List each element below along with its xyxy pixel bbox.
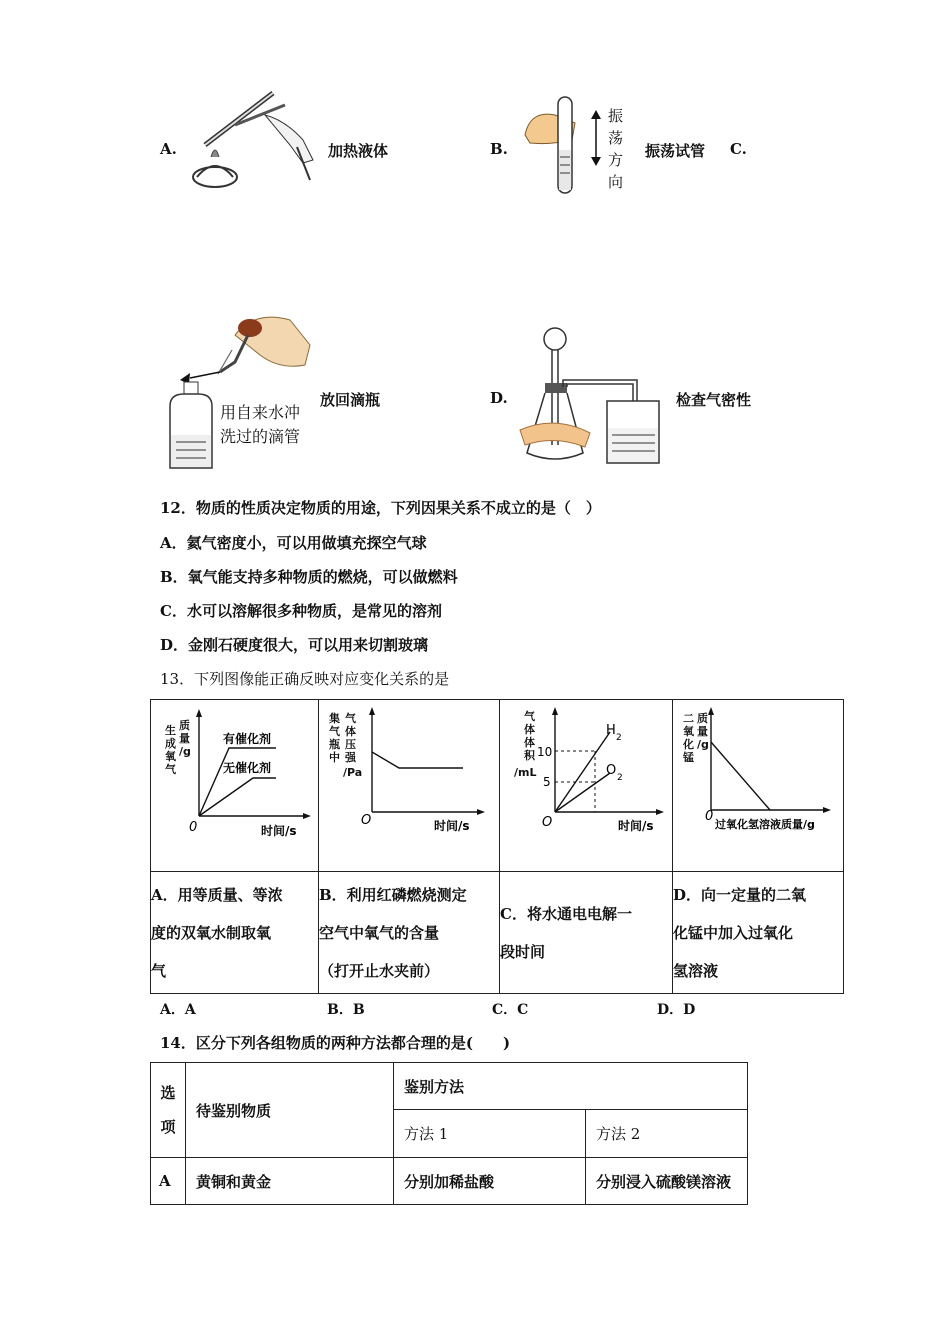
chart-a-line-catalyst: [199, 748, 276, 816]
option-d-letter: D.: [490, 389, 508, 407]
chart-a-xlabel: 时间/s: [261, 824, 297, 838]
svg-text:体: 体: [345, 725, 356, 738]
svg-text:二: 二: [683, 712, 694, 725]
option-d-caption: 检查气密性: [676, 391, 752, 409]
svg-text:0: 0: [189, 820, 198, 835]
svg-text:气: 气: [345, 712, 356, 725]
question-12-option-a: A．氦气密度小，可以用做填充探空气球: [160, 534, 427, 552]
chart-d-cell: [673, 700, 844, 872]
chart-c: [500, 700, 672, 871]
chart-a-cell: [151, 700, 319, 872]
question-12-option-d: D．金刚石硬度很大，可以用来切割玻璃: [160, 636, 429, 654]
chart-b-pressure-line: [372, 752, 463, 768]
svg-text:氧: 氧: [165, 750, 176, 763]
question-12-option-c: C．水可以溶解很多种物质，是常见的溶剂: [160, 602, 442, 620]
svg-text:压: 压: [345, 738, 356, 751]
chart-d-xlabel: 过氧化氢溶液质量/g: [715, 818, 815, 831]
svg-text:O: O: [542, 815, 553, 830]
svg-text:体: 体: [524, 723, 535, 736]
svg-text:0: 0: [705, 809, 714, 824]
question-14-stem: 14．区分下列各组物质的两种方法都合理的是( ): [160, 1034, 511, 1052]
option-b-caption: 振荡试管: [645, 142, 706, 160]
chart-d: [673, 700, 843, 871]
chart-c-o2-line: [555, 773, 610, 812]
svg-text:体: 体: [524, 736, 535, 749]
svg-text:氧: 氧: [683, 725, 694, 738]
svg-text:中: 中: [329, 751, 340, 764]
question-12-stem: 12．物质的性质决定物质的用途，下列因果关系不成立的是（ ）: [160, 499, 601, 517]
svg-text:集: 集: [329, 712, 340, 725]
dropper-bottle-illustration: [160, 310, 315, 475]
question-13-answer-d: D．D: [657, 1002, 696, 1018]
shake-direction-arrow-icon: [588, 110, 604, 166]
question-14-table: [150, 1062, 748, 1205]
table-cell-substance: 黄铜和黄金: [186, 1158, 394, 1205]
option-c-caption: 放回滴瓶: [320, 391, 381, 409]
svg-text:/g: /g: [179, 745, 191, 758]
chart-c-h2-line: [555, 732, 610, 812]
dropper-note: 用自来水冲 洗过的滴管: [220, 403, 301, 446]
question-13-answer-b: B．B: [327, 1002, 365, 1018]
svg-text:气: 气: [524, 710, 535, 723]
shaking-test-tube-illustration: [520, 95, 590, 195]
option-c-letter: C.: [730, 140, 747, 158]
chart-b-description: B．利用红磷燃烧测定 空气中氧气的含量 （打开止水夹前）: [319, 872, 500, 994]
chart-c-tick-10: 10: [537, 745, 553, 759]
table-header-method: 鉴别方法: [394, 1063, 748, 1110]
svg-text:锰: 锰: [683, 751, 694, 764]
airtightness-apparatus-illustration: [515, 325, 675, 473]
chart-c-xlabel: 时间/s: [618, 819, 654, 833]
chart-c-o2-label: O: [606, 763, 617, 778]
svg-text:气: 气: [165, 763, 176, 776]
chart-d-description: D．向一定量的二氧 化锰中加入过氧化 氢溶液: [673, 872, 844, 994]
shake-direction-label: 振 荡 方 向: [608, 107, 624, 191]
option-a-letter: A.: [160, 140, 177, 158]
svg-text:生: 生: [165, 724, 176, 737]
table-header-method-2: 方法 2: [586, 1110, 748, 1158]
chart-c-h2-label: H: [606, 723, 616, 738]
question-12-option-b: B．氧气能支持多种物质的燃烧，可以做燃料: [160, 568, 458, 586]
chart-c-tick-5: 5: [543, 775, 551, 789]
svg-text:2: 2: [617, 773, 623, 783]
chart-c-cell: [500, 700, 673, 872]
svg-text:量: 量: [697, 725, 708, 738]
svg-text:/mL: /mL: [514, 766, 537, 779]
table-cell-method-2: 分别浸入硫酸镁溶液: [586, 1158, 748, 1205]
question-13-answer-c: C．C: [492, 1002, 529, 1018]
heating-liquid-illustration: [185, 85, 325, 195]
chart-a-line1-label: 有催化剂: [223, 732, 272, 746]
svg-text:/g: /g: [697, 738, 709, 751]
table-header-option: 选 项: [151, 1063, 186, 1158]
question-13-chart-table: [150, 699, 844, 994]
chart-b-cell: [319, 700, 500, 872]
question-13-stem: 13．下列图像能正确反映对应变化关系的是: [160, 670, 450, 688]
svg-text:/Pa: /Pa: [343, 766, 363, 779]
svg-text:化: 化: [683, 738, 694, 751]
svg-text:气: 气: [329, 725, 340, 738]
svg-text:成: 成: [165, 737, 176, 750]
chart-c-description: C．将水通电电解一 段时间: [500, 872, 673, 994]
table-header-substance: 待鉴别物质: [186, 1063, 394, 1158]
table-row: [151, 1158, 748, 1205]
svg-text:O: O: [361, 813, 372, 828]
svg-text:瓶: 瓶: [329, 738, 340, 751]
svg-text:质: 质: [179, 719, 190, 732]
svg-text:强: 强: [345, 751, 356, 764]
svg-text:量: 量: [179, 732, 190, 745]
question-13-answer-a: A．A: [160, 1002, 196, 1018]
chart-b-xlabel: 时间/s: [434, 819, 470, 833]
chart-a: [151, 700, 318, 871]
chart-a-line-no-catalyst: [199, 778, 276, 816]
table-header-method-1: 方法 1: [394, 1110, 586, 1158]
chart-d-mno2-line: [711, 742, 770, 810]
option-b-letter: B.: [490, 140, 508, 158]
svg-text:2: 2: [616, 733, 622, 743]
svg-text:积: 积: [524, 749, 535, 762]
chart-b: [319, 700, 499, 871]
table-cell-option: A: [151, 1158, 186, 1205]
svg-text:质: 质: [697, 712, 708, 725]
chart-a-line2-label: 无催化剂: [223, 761, 272, 775]
chart-a-description: A．用等质量、等浓 度的双氧水制取氧 气: [151, 872, 319, 994]
table-cell-method-1: 分别加稀盐酸: [394, 1158, 586, 1205]
option-a-caption: 加热液体: [328, 142, 389, 160]
